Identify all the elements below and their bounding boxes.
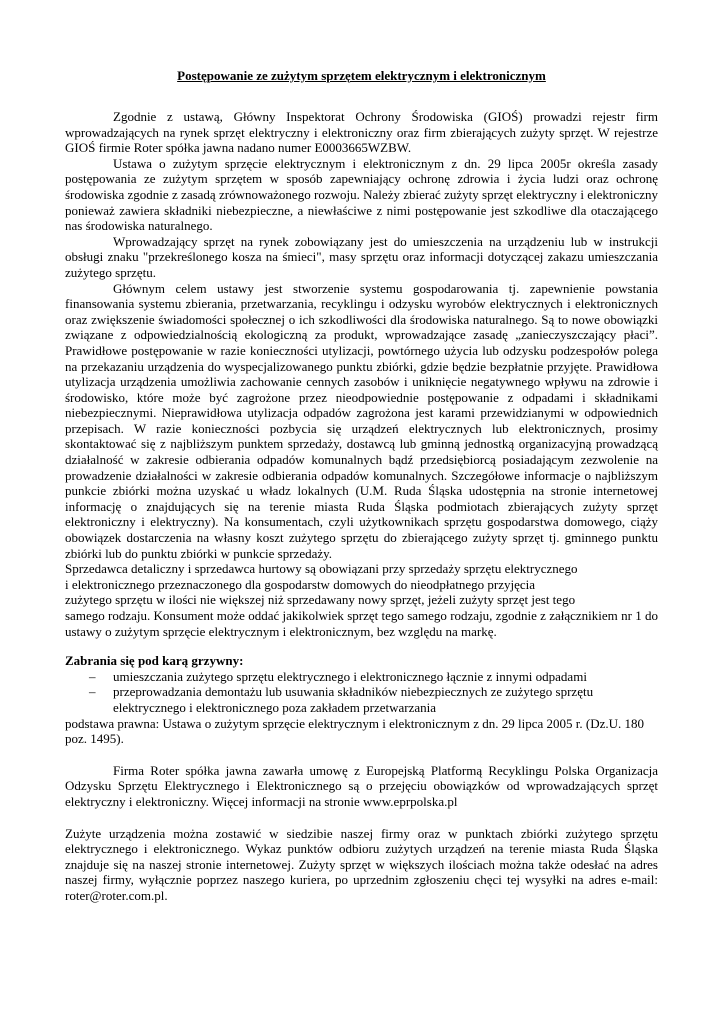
paragraph-seller-line-2: i elektronicznego przeznaczonego dla gospodarstw domowych do nieodpłatnego przyjęcia bbox=[65, 576, 535, 592]
document-title: Postępowanie ze zużytym sprzętem elektrycznym i elektronicznym bbox=[177, 68, 546, 83]
list-item bbox=[65, 684, 658, 715]
paragraph-agreement: Firma Roter spółka jawna zawarła umowę z Europejską Platformą Recyklingu Polska Organizacja Odzysku Sprzętu Elektrycznego i Elektronicznego są o przejęciu obowiązków od wprowadzających sprzęt elektryczny i elektroniczny. Więcej informacji na stronie www.eprpolska.pl bbox=[65, 762, 658, 809]
list-item-text: umieszczania zużytego sprzętu elektrycznego i elektronicznego łącznie z innymi odpadami bbox=[113, 668, 587, 684]
paragraph-seller-line-1: Sprzedawca detaliczny i sprzedawca hurtowy są obowiązani przy sprzedaży sprzętu elektrycznego bbox=[65, 561, 578, 577]
legal-basis: podstawa prawna: Ustawa o zużytym sprzęcie elektrycznym i elektronicznym z dn. 29 lipca 2005 r. (Dz.U. 180 poz. 1495). bbox=[65, 715, 645, 747]
dash-bullet: – bbox=[89, 668, 96, 684]
prohibited-heading: Zabrania się pod karą grzywny: bbox=[65, 653, 244, 669]
dash-bullet: – bbox=[89, 684, 96, 700]
document-body bbox=[65, 109, 658, 904]
paragraph-gios-register: Zgodnie z ustawą, Główny Inspektorat Ochrony Środowiska (GIOŚ) prowadzi rejestr firm wprowadzających na rynek sprzęt elektryczny i elektroniczny oraz firm zbierających zużyty sprzęt. W rejestrze GIOŚ firmie Roter spółka jawna nadano numer E0003665WZBW. bbox=[65, 109, 658, 156]
prohibited-list bbox=[65, 669, 658, 716]
paragraph-seller-rest: samego rodzaju. Konsument może oddać jakikolwiek sprzęt tego samego rodzaju, zgodnie z załącznikiem nr 1 do ustawy o zużytym sprzęcie elektrycznym i elektronicznym, bez względu na markę. bbox=[65, 608, 658, 639]
list-item bbox=[65, 669, 658, 685]
paragraph-act-principles: Ustawa o zużytym sprzęcie elektrycznym i elektronicznym z dn. 29 lipca 2005r określa zasady postępowania ze zużytym sprzętem w sposób zapewniający ochronę zdrowia i życia ludzi oraz ochronę środowiska zgodnie z zasadą zrównoważonego rozwoju. Należy zbierać zużyty sprzęt elektryczny i elektroniczny ponieważ zawiera składniki niebezpieczne, a niewłaściwe z nimi postępowanie jest szkodliwe dla otaczającego nas środowiska naturalnego. bbox=[65, 155, 658, 234]
list-item-text: przeprowadzania demontażu lub usuwania składników niebezpiecznych ze zużytego sprzętu elektrycznego i elektronicznego poza zakładem przetwarzania bbox=[113, 684, 594, 715]
paragraph-collection: Zużyte urządzenia można zostawić w siedzibie naszej firmy oraz w punktach zbiórki zużytego sprzętu elektrycznego i elektronicznego. Wykaz punktów odbioru zużytych urządzeń na terenie miasta Ruda Śląska znajduje się na naszej stronie internetowej. Zużyty sprzęt w większych ilościach można także odesłać na adres naszej firmy, wyłącznie poprzez naszego kuriera, po uprzednim zgłoszeniu chęci tej wysyłki na adres e-mail: roter@roter.com.pl. bbox=[65, 825, 658, 903]
paragraph-marking-obligation: Wprowadzający sprzęt na rynek zobowiązany jest do umieszczenia na urządzeniu lub w instrukcji obsługi znaku "przekreślonego kosza na śmieci", masy sprzętu oraz informacji dotyczącej zakazu umieszczania zużytego sprzętu. bbox=[65, 233, 658, 280]
paragraph-main-goal: Głównym celem ustawy jest stworzenie systemu gospodarowania tj. zapewnienie powstania finansowania systemu zbierania, przetwarzania, recyklingu i odzysku wyrobów elektrycznych i elektronicznych oraz zwiększenie świadomości społecznej o ich szkodliwości dla środowiska naturalnego. Są to nowe obowiązki związane z odpowiedzialnością ekologiczną za produkt, wprowadzające zasadę „zanieczyszczający płaci”. Prawidłowe postępowanie w razie konieczności utylizacji, powtórnego użycia lub odzysku podzespołów polega na przekazaniu urządzenia do wyspecjalizowanego punktu zbiórki, gdzie będzie bezpłatnie przyjęte. Prawidłowa utylizacja urządzenia umożliwia zachowanie cennych zasobów i uniknięcie negatywnego wpływu na zdrowie i środowisko, które może być zagrożone przez nieodpowiednie postępowanie z odpadami i składnikami niebezpiecznymi. Nieprawidłowa utylizacja odpadów zagrożona jest karami przewidzianymi w odpowiednich przepisach. W razie konieczności pozbycia się urządzeń elektrycznych lub elektronicznych, prosimy skontaktować się z najbliższym punktem sprzedaży, dostawcą lub gminną jednostką organizacyjną prowadzącą działalność w zakresie odbierania odpadów komunalnych bądź przedsiębiorcą posiadającym zezwolenie na prowadzenie działalności w zakresie odbierania odpadów komunalnych. Szczegółowe informacje o najbliższym punkcie zbiórki można uzyskać u władz lokalnych (U.M. Ruda Śląska udostępnia na stronie internetowej informację o znajdujących się na terenie miasta Ruda Śląska podmiotach zbierających zużyty sprzęt elektroniczny i elektryczny). Na konsumentach, czyli użytkownikach sprzętu gospodarstwa domowego, ciąży obowiązek dostarczenia na własny koszt zużytego sprzętu do zbierającego zużyty sprzęt tj. gminnego punktu zbiórki lub do punktu zbiórki w punkcie sprzedaży. bbox=[65, 280, 658, 561]
paragraph-seller-line-3: zużytego sprzętu w ilości nie większej niż sprzedawany nowy sprzęt, jeżeli zużyty sprzęt jest tego bbox=[65, 592, 576, 608]
